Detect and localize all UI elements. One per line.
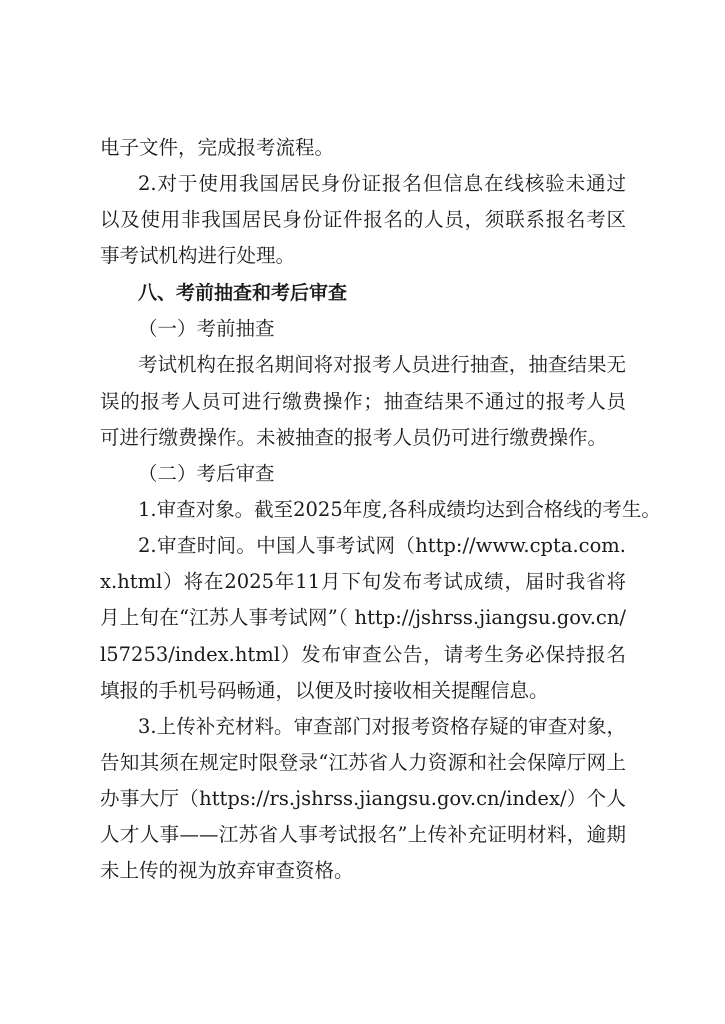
paragraph-text: 人才人事——江苏省人事考试报名”上传补充证明材料，逾期 (100, 823, 626, 846)
section-heading (0, 278, 725, 308)
paragraph-text: 误的报考人员可进行缴费操作；抽查结果不通过的报考人员 (100, 390, 626, 413)
paragraph-start-text: 2.对于使用我国居民身份证报名但信息在线核验未通过 (138, 172, 626, 195)
text-line (0, 748, 725, 778)
text-line (0, 387, 725, 417)
text-line (0, 640, 725, 670)
text-line (0, 676, 725, 706)
text-line (0, 856, 725, 886)
text-line (0, 495, 725, 525)
paragraph-text: 告知其须在规定时限登录“江苏省人力资源和社会保障厅网上 (100, 751, 626, 774)
paragraph-single-text: 1.审查对象。截至2025年度,各科成绩均达到合格线的考生。 (138, 498, 661, 521)
paragraph-text: l57253/index.html）发布审查公告，请考生务必保持报名 (100, 643, 626, 666)
text-line (0, 603, 725, 633)
paragraph-text: 办事大厅（https://rs.jshrss.jiangsu.gov.cn/index/）个人 (100, 787, 626, 810)
text-line (0, 820, 725, 850)
paragraph-start-text: 2.审查时间。中国人事考试网（http://www.cpta.com. (138, 534, 626, 557)
paragraph-end-text: 可进行缴费操作。未被抽查的报考人员仍可进行缴费操作。 (100, 426, 608, 449)
text-line (0, 350, 725, 380)
paragraph-end-text: 事考试机构进行处理。 (100, 244, 296, 267)
paragraph-start-text: 3.上传补充材料。审查部门对报考资格存疑的审查对象， (138, 715, 626, 738)
paragraph-end-text: 填报的手机号码畅通，以便及时接收相关提醒信息。 (100, 679, 549, 702)
text-line (0, 133, 725, 163)
subsection-heading (0, 459, 725, 489)
paragraph-text: 月上旬在“江苏人事考试网”（ http://jshrss.jiangsu.gov.cn/ (100, 606, 626, 629)
paragraph-text: x.html）将在2025年11月下旬发布考试成绩，届时我省将 (100, 570, 626, 593)
text-line (0, 531, 725, 561)
paragraph-end-text: 电子文件，完成报考流程。 (100, 136, 335, 159)
text-line (0, 169, 725, 199)
text-line (0, 567, 725, 597)
text-line (0, 423, 725, 453)
paragraph-start-text: 考试机构在报名期间将对报考人员进行抽查，抽查结果无 (138, 353, 626, 376)
subsection-heading-text: （一）考前抽查 (138, 317, 275, 340)
text-line (0, 784, 725, 814)
text-line (0, 241, 725, 271)
subsection-heading (0, 314, 725, 344)
section-heading-text: 八、考前抽查和考后审查 (138, 282, 348, 304)
paragraph-end-text: 未上传的视为放弃审查资格。 (100, 859, 354, 882)
paragraph-text: 以及使用非我国居民身份证件报名的人员，须联系报名考区 (100, 208, 626, 231)
subsection-heading-text: （二）考后审查 (138, 462, 275, 485)
text-line (0, 205, 725, 235)
text-line (0, 712, 725, 742)
